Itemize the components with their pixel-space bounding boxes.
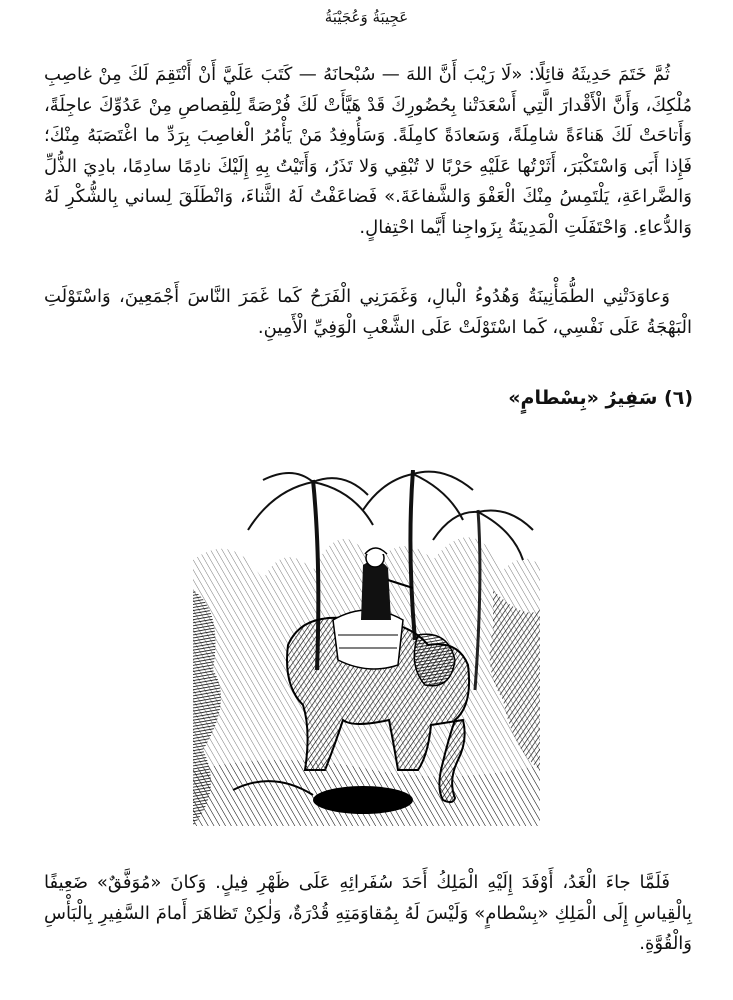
paragraph-block <box>44 282 692 343</box>
paragraph: فَلَمَّا جاءَ الْغَدُ، أَوْفَدَ إِلَيْهِ الْمَلِكُ أَحَدَ سُفَرائِهِ عَلَى ظَهْرِ فِيلٍ. وَكانَ «مُوَفَّقٌ» ضَعِيفًا بِالْقِياسِ إِلَى الْمَلِكِ «بِسْطامٍ» وَلَيْسَ لَهُ بِمُقاوَمَتِهِ قُدْرَةٌ، وَلٰكِنْ تَظاهَرَ أَمامَ السَّفِيرِ بِالْبَأْسِ وَالْقُوَّةِ. <box>44 872 692 954</box>
paragraph: ثُمَّ خَتَمَ حَدِيثَهُ قائِلًا: «لَا رَيْبَ أَنَّ اللهَ — سُبْحانَهُ — كَتَبَ عَلَيَّ أَنْ أَنْتَقِمَ لَكَ مِنْ غاصِبِ مُلْكِكَ، وَأَنَّ الْأَقْدارَ الَّتِي أَسْعَدَتْنا بِحُضُورِكَ قَدْ هَيَّأَتْ لَكَ فُرْصَةً لِلْقِصاصِ مِنْ عَدُوِّكَ عاجِلَةً، وَأَتاحَتْ لَكَ هَناءَةً شامِلَةً، وَسَعادَةً كامِلَةً. وَسَأُوفِدُ مَنْ يَأْمُرُ الْغاصِبَ بِرَدِّ ما اغْتَصَبَهُ مِنْكَ؛ فَإِذا أَبَى وَاسْتَكْبَرَ، أَثَرْتُها عَلَيْهِ حَرْبًا لا تُبْقِي وَلا تَذَرُ، وَأَتَيْتُ بِهِ إِلَيْكَ نادِمًا سادِمًا، بادِيَ الذُّلِّ وَالضَّراعَةِ، يَلْتَمِسُ مِنْكَ الْعَفْوَ وَالشَّفاعَةَ.» فَضاعَفْتُ لَهُ الثَّناءَ، وَانْطَلَقَ لِساني بِالشُّكْرِ لَهُ وَالدُّعاءِ. وَاحْتَفَلَتِ الْمَدِينَةُ بِزَواجِنا أَيَّما احْتِفالٍ. <box>44 64 692 238</box>
running-head: عَجِيبَةُ وَعُجَيْبَةُ <box>324 8 409 26</box>
paragraph-block <box>44 60 692 243</box>
section-heading: (٦) سَفِيرُ «بِسْطامٍ» <box>508 387 693 409</box>
engraving-elephant-rider-icon <box>193 470 540 826</box>
paragraph: وَعاوَدَتْنِي الطُّمَأْنِينَةُ وَهُدُوءُ الْبالِ، وَغَمَرَنِي الْفَرَحُ كَما غَمَرَ النَّاسَ أَجْمَعِينَ، وَاسْتَوْلَتِ الْبَهْجَةُ عَلَى نَفْسِي، كَما اسْتَوْلَتْ عَلَى الشَّعْبِ الْوَفِيِّ الْأَمِينِ. <box>44 286 692 338</box>
paragraph-block <box>44 868 692 960</box>
